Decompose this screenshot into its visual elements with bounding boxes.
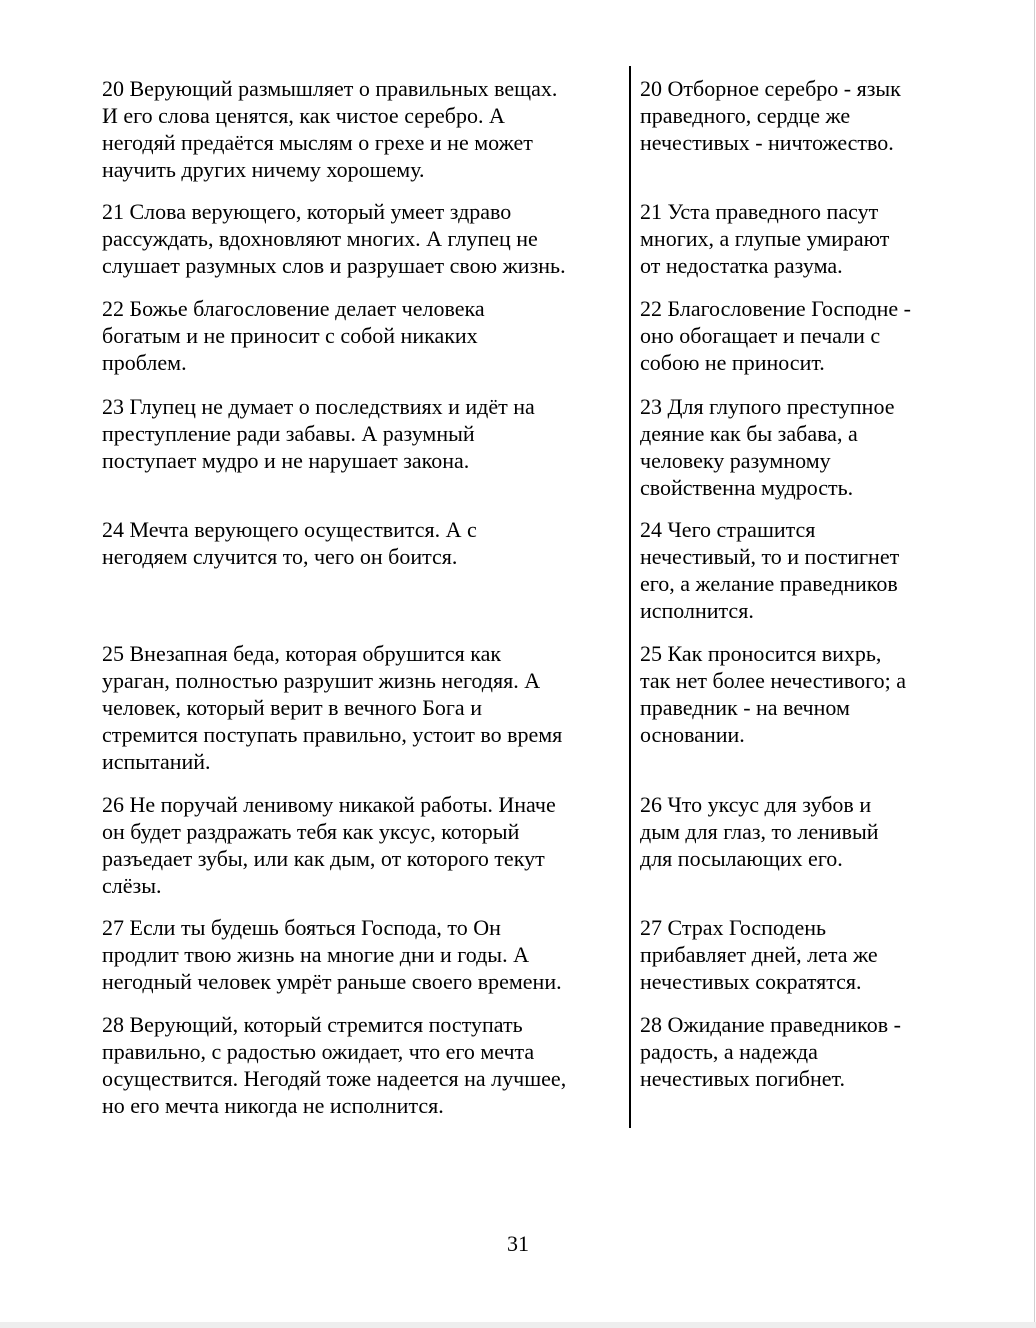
verse-27-synodal: 27 Страх Господень прибавляет дней, лета же нечестивых сократятся.	[640, 915, 878, 994]
verse-24-synodal: 24 Чего страшится нечестивый, то и постигнет его, а желание праведников исполнится.	[640, 517, 900, 623]
verse-24-paraphrase: 24 Мечта верующего осуществится. А с негодяем случится то, чего он боится.	[102, 517, 477, 569]
verse-25-synodal: 25 Как проносится вихрь, так нет более нечестивого; а праведник - на вечном основании.	[640, 641, 907, 747]
verse-28-synodal: 28 Ожидание праведников - радость, а надежда нечестивых погибнет.	[640, 1012, 901, 1091]
page-number: 31	[507, 1231, 529, 1256]
verse-20-paraphrase: 20 Верующий размышляет о правильных вещах. И его слова ценятся, как чистое серебро. А негодяй предаётся мыслям о грехе и не может научить других ничему хорошему.	[102, 76, 558, 182]
verse-23-paraphrase: 23 Глупец не думает о последствиях и идёт на преступление ради забавы. А разумный поступает мудро и не нарушает закона.	[102, 394, 535, 473]
column-divider	[629, 66, 631, 1128]
verse-20-synodal: 20 Отборное серебро - язык праведного, сердце же нечестивых - ничтожество.	[640, 76, 901, 155]
verse-22-synodal: 22 Благословение Господне - оно обогащает и печали с собою не приносит.	[640, 296, 911, 375]
verse-28-paraphrase: 28 Верующий, который стремится поступать правильно, с радостью ожидает, что его мечта осуществится. Негодяй тоже надеется на лучшее, но его мечта никогда не исполнится.	[102, 1012, 567, 1118]
page-bottom-edge	[0, 1322, 1036, 1328]
verse-23-synodal: 23 Для глупого преступное деяние как бы забава, а человеку разумному свойственна мудрость.	[640, 394, 895, 500]
verse-22-paraphrase: 22 Божье благословение делает человека богатым и не приносит с собой никаких проблем.	[102, 296, 485, 375]
verse-21-paraphrase: 21 Слова верующего, который умеет здраво рассуждать, вдохновляют многих. А глупец не слушает разумных слов и разрушает свою жизнь.	[102, 199, 566, 278]
verse-21-synodal: 21 Уста праведного пасут многих, а глупые умирают от недостатка разума.	[640, 199, 890, 278]
verse-25-paraphrase: 25 Внезапная беда, которая обрушится как ураган, полностью разрушит жизнь негодяя. А человек, который верит в вечного Бога и стремится поступать правильно, устоит во время испытаний.	[102, 641, 563, 774]
verse-26-paraphrase: 26 Не поручай ленивому никакой работы. Иначе он будет раздражать тебя как уксус, который разъедает зубы, или как дым, от которого текут слёзы.	[102, 792, 556, 898]
verse-27-paraphrase: 27 Если ты будешь бояться Господа, то Он продлит твою жизнь на многие дни и годы. А негодный человек умрёт раньше своего времени.	[102, 915, 562, 994]
verse-26-synodal: 26 Что уксус для зубов и дым для глаз, то ленивый для посылающих его.	[640, 792, 879, 871]
